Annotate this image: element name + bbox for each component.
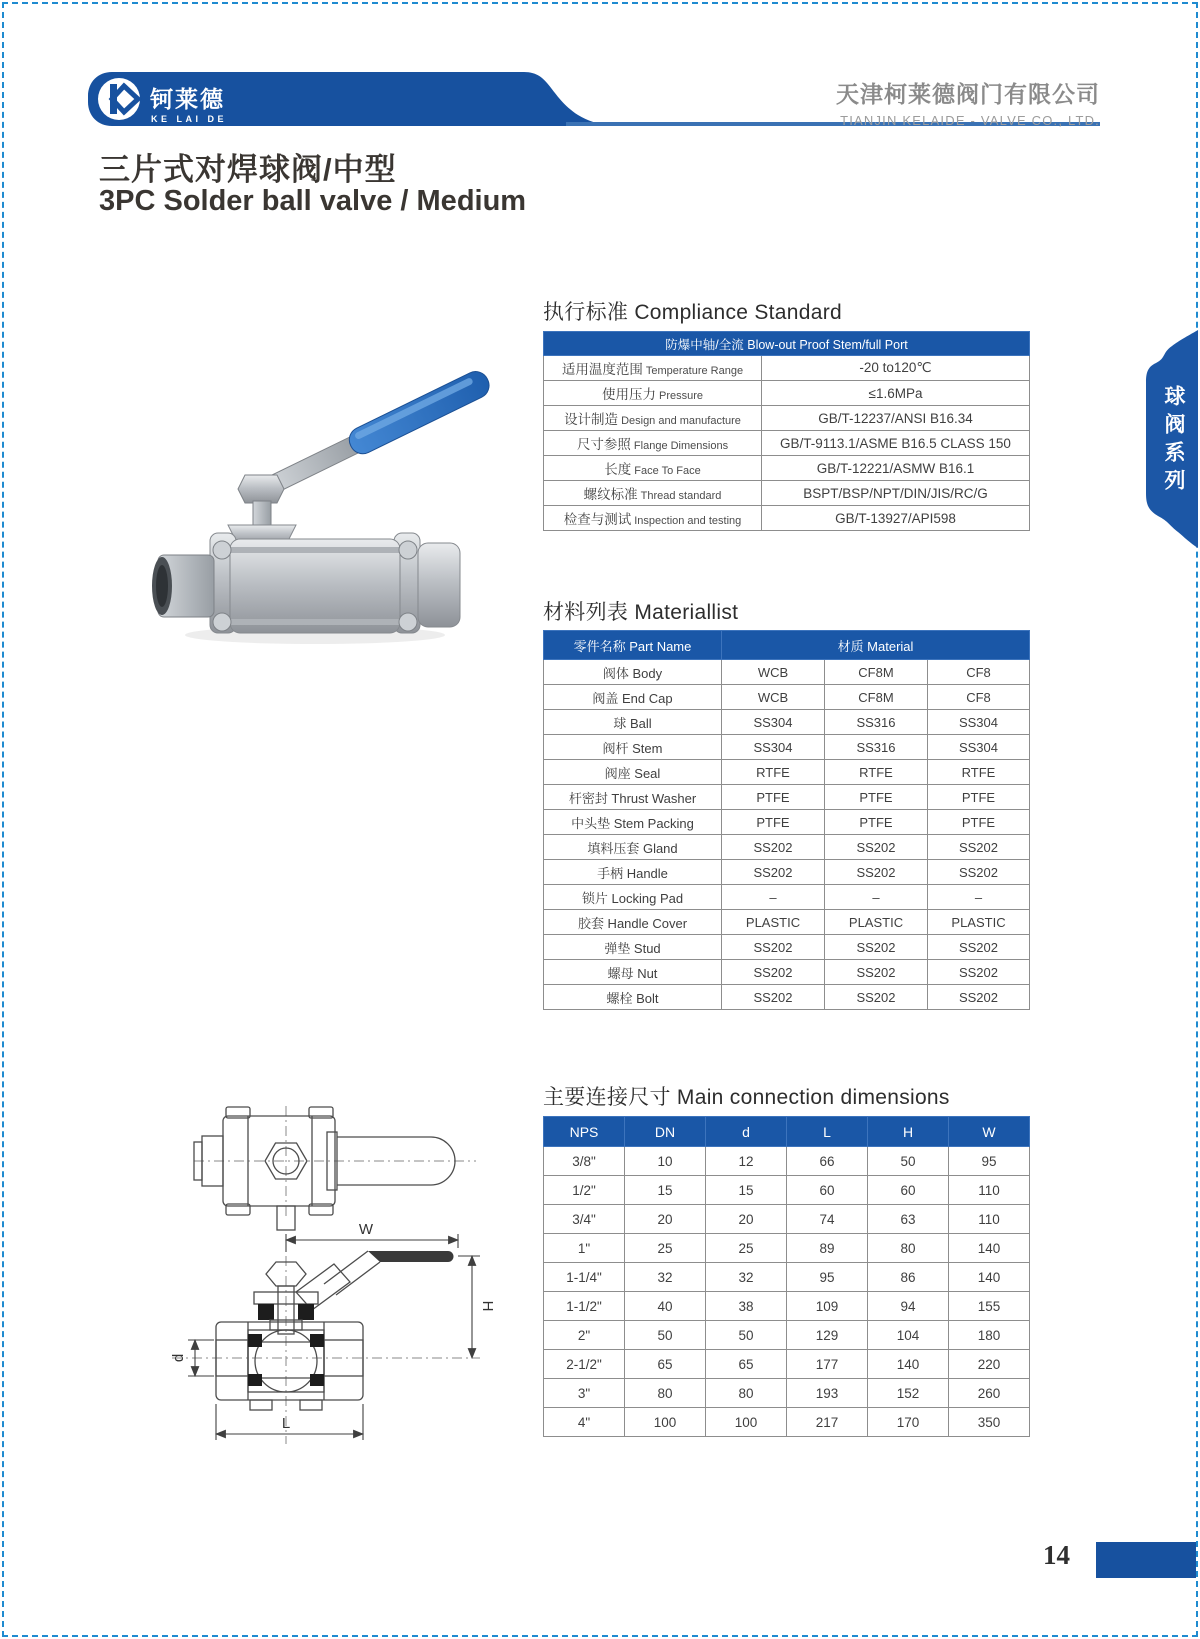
material-cell: SS202 [722, 860, 825, 885]
material-cell: CF8 [928, 685, 1030, 710]
dims-cell-h: 170 [868, 1408, 949, 1437]
material-cell: SS202 [825, 960, 928, 985]
material-cell: SS316 [825, 710, 928, 735]
table-row [544, 1408, 1030, 1437]
spec-label-cell: 螺纹标准 Thread standard [544, 481, 762, 506]
material-cell: CF8M [825, 660, 928, 685]
table-row [544, 506, 1030, 531]
dims-col-l: L [787, 1117, 868, 1147]
table-row [544, 1321, 1030, 1350]
dims-cell-nps: 3/8" [544, 1147, 625, 1176]
table-row [544, 910, 1030, 935]
material-cell: WCB [722, 685, 825, 710]
dims-cell-dn: 25 [625, 1234, 706, 1263]
table-row [544, 810, 1030, 835]
table-row [544, 1292, 1030, 1321]
material-cell: SS202 [928, 860, 1030, 885]
table-row [544, 1205, 1030, 1234]
technical-drawing [128, 1048, 528, 1448]
dims-cell-dn: 65 [625, 1350, 706, 1379]
spec-value-cell: GB/T-13927/API598 [762, 506, 1030, 531]
dims-cell-l: 66 [787, 1147, 868, 1176]
table-row [544, 960, 1030, 985]
materials-table [543, 630, 1030, 1010]
material-cell: SS202 [722, 835, 825, 860]
spec-value-cell: BSPT/BSP/NPT/DIN/JIS/RC/G [762, 481, 1030, 506]
bolt-nut [399, 541, 417, 559]
material-cell: SS202 [825, 835, 928, 860]
material-cell: SS202 [928, 835, 1030, 860]
part-name-cell: 锁片 Locking Pad [544, 885, 722, 910]
dims-cell-d: 12 [706, 1147, 787, 1176]
table-row [544, 760, 1030, 785]
dims-col-h: H [868, 1117, 949, 1147]
table-row [544, 1176, 1030, 1205]
dims-cell-h: 104 [868, 1321, 949, 1350]
dims-cell-h: 152 [868, 1379, 949, 1408]
dims-cell-d: 65 [706, 1350, 787, 1379]
spec-label-cell: 适用温度范围 Temperature Range [544, 356, 762, 381]
valve-handle [261, 367, 493, 499]
table-row [544, 381, 1030, 406]
dims-cell-l: 60 [787, 1176, 868, 1205]
dims-cell-h: 140 [868, 1350, 949, 1379]
bolt-nut [399, 613, 417, 631]
material-cell: RTFE [928, 760, 1030, 785]
part-name-cell: 阀体 Body [544, 660, 722, 685]
material-cell: SS202 [722, 985, 825, 1010]
compliance-heading: 执行标准 Compliance Standard [543, 301, 842, 324]
table-row [544, 356, 1030, 381]
product-title-cn: 三片式对焊球阀/中型 [99, 152, 397, 187]
material-cell: RTFE [825, 760, 928, 785]
material-cell: SS202 [722, 935, 825, 960]
material-cell: PTFE [825, 810, 928, 835]
dim-label-l: L [281, 1415, 291, 1432]
material-cell: CF8M [825, 685, 928, 710]
part-name-cell: 阀杆 Stem [544, 735, 722, 760]
part-name-cell: 阀盖 End Cap [544, 685, 722, 710]
material-cell: PLASTIC [825, 910, 928, 935]
dims-cell-d: 25 [706, 1234, 787, 1263]
material-cell: SS202 [825, 985, 928, 1010]
valve-stem [253, 501, 271, 525]
dims-cell-l: 109 [787, 1292, 868, 1321]
materials-heading: 材料列表 Materiallist [543, 601, 739, 624]
part-name-cell: 填料压套 Gland [544, 835, 722, 860]
dims-cell-w: 110 [949, 1205, 1030, 1234]
bolt-nut [213, 613, 231, 631]
bolt-rod-top [226, 547, 406, 553]
dims-cell-w: 155 [949, 1292, 1030, 1321]
dims-cell-l: 89 [787, 1234, 868, 1263]
dims-cell-dn: 100 [625, 1408, 706, 1437]
dims-cell-w: 260 [949, 1379, 1030, 1408]
dims-cell-h: 94 [868, 1292, 949, 1321]
part-name-cell: 手柄 Handle [544, 860, 722, 885]
part-name-cell: 胶套 Handle Cover [544, 910, 722, 935]
spec-label-cell: 设计制造 Design and manufacture [544, 406, 762, 431]
material-cell: PLASTIC [928, 910, 1030, 935]
material-cell: WCB [722, 660, 825, 685]
spec-label-cell: 使用压力 Pressure [544, 381, 762, 406]
dims-cell-nps: 3" [544, 1379, 625, 1408]
dims-cell-dn: 20 [625, 1205, 706, 1234]
product-title-en: 3PC Solder ball valve / Medium [99, 185, 527, 217]
table-row [544, 685, 1030, 710]
material-cell: SS304 [928, 735, 1030, 760]
table-row [544, 935, 1030, 960]
dims-cell-l: 217 [787, 1408, 868, 1437]
spec-value-cell: GB/T-12221/ASMW B16.1 [762, 456, 1030, 481]
dims-cell-d: 20 [706, 1205, 787, 1234]
spec-label-cell: 长度 Face To Face [544, 456, 762, 481]
dims-cell-h: 63 [868, 1205, 949, 1234]
dims-cell-d: 32 [706, 1263, 787, 1292]
company-name-block [600, 76, 1100, 128]
logo-text-cn: 钶莱德 [150, 86, 225, 112]
table-row [544, 1263, 1030, 1292]
dims-cell-nps: 1-1/4" [544, 1263, 625, 1292]
dims-cell-h: 50 [868, 1147, 949, 1176]
table-row [544, 456, 1030, 481]
material-cell: SS316 [825, 735, 928, 760]
dims-cell-dn: 40 [625, 1292, 706, 1321]
spec-value-cell: GB/T-9113.1/ASME B16.5 CLASS 150 [762, 431, 1030, 456]
page-number: 14 [1043, 1540, 1070, 1570]
drawing-top-view [194, 1106, 476, 1230]
table-row [544, 1379, 1030, 1408]
dims-cell-dn: 10 [625, 1147, 706, 1176]
material-cell: – [825, 885, 928, 910]
table-row [544, 1350, 1030, 1379]
company-name-cn: 天津柯莱德阀门有限公司 [836, 81, 1100, 107]
table-row [544, 985, 1030, 1010]
dimensions-table [543, 1116, 1030, 1437]
dim-label-d: d [170, 1353, 187, 1363]
end-cap [418, 543, 460, 627]
table-row [544, 885, 1030, 910]
material-cell: PTFE [825, 785, 928, 810]
dims-cell-nps: 3/4" [544, 1205, 625, 1234]
material-cell: SS304 [722, 735, 825, 760]
stem-nut [238, 475, 284, 503]
part-name-cell: 螺母 Nut [544, 960, 722, 985]
table-row [544, 1147, 1030, 1176]
material-cell: – [928, 885, 1030, 910]
dims-cell-w: 95 [949, 1147, 1030, 1176]
table-row [544, 660, 1030, 685]
material-cell: SS202 [928, 985, 1030, 1010]
dims-col-nps: NPS [544, 1117, 625, 1147]
dims-cell-w: 220 [949, 1350, 1030, 1379]
material-cell: PTFE [722, 785, 825, 810]
valve-body [230, 539, 400, 633]
table-row [544, 735, 1030, 760]
table-row [544, 481, 1030, 506]
table-row [544, 406, 1030, 431]
dims-cell-nps: 1" [544, 1234, 625, 1263]
dims-cell-w: 140 [949, 1263, 1030, 1292]
compliance-table [543, 331, 1030, 531]
dims-cell-l: 129 [787, 1321, 868, 1350]
dims-cell-d: 38 [706, 1292, 787, 1321]
part-name-cell: 阀座 Seal [544, 760, 722, 785]
logo-text-en: KE LAI DE [151, 114, 228, 124]
material-cell: CF8 [928, 660, 1030, 685]
dims-col-d: d [706, 1117, 787, 1147]
table-row [544, 835, 1030, 860]
company-name-en: TIANJIN KELAIDE - VALVE CO., LTD. [840, 113, 1100, 128]
dims-col-w: W [949, 1117, 1030, 1147]
materials-col-material: 材质 Material [722, 631, 1030, 660]
product-photo [110, 322, 510, 652]
dims-cell-w: 350 [949, 1408, 1030, 1437]
table-row [544, 1234, 1030, 1263]
material-cell: PTFE [928, 785, 1030, 810]
bolt-nut [213, 541, 231, 559]
drawing-section-view [170, 1221, 496, 1444]
part-name-cell: 杆密封 Thrust Washer [544, 785, 722, 810]
dims-cell-dn: 50 [625, 1321, 706, 1350]
table-row [544, 860, 1030, 885]
dims-cell-w: 140 [949, 1234, 1030, 1263]
spec-value-cell: GB/T-12237/ANSI B16.34 [762, 406, 1030, 431]
material-cell: SS304 [722, 710, 825, 735]
dims-cell-h: 86 [868, 1263, 949, 1292]
part-name-cell: 中头垫 Stem Packing [544, 810, 722, 835]
dims-cell-l: 177 [787, 1350, 868, 1379]
material-cell: PTFE [928, 810, 1030, 835]
dims-col-dn: DN [625, 1117, 706, 1147]
material-cell: SS202 [928, 960, 1030, 985]
dim-label-h: H [479, 1300, 496, 1312]
dims-cell-d: 15 [706, 1176, 787, 1205]
spec-label-cell: 检查与测试 Inspection and testing [544, 506, 762, 531]
dims-cell-w: 110 [949, 1176, 1030, 1205]
table-row [544, 710, 1030, 735]
dims-cell-nps: 1/2" [544, 1176, 625, 1205]
dim-label-w: W [358, 1221, 374, 1238]
dims-cell-dn: 15 [625, 1176, 706, 1205]
dims-cell-nps: 2-1/2" [544, 1350, 625, 1379]
dims-cell-nps: 2" [544, 1321, 625, 1350]
material-cell: – [722, 885, 825, 910]
dims-cell-w: 180 [949, 1321, 1030, 1350]
logo-disc [98, 78, 140, 120]
dims-cell-l: 74 [787, 1205, 868, 1234]
dims-cell-d: 80 [706, 1379, 787, 1408]
side-tab-label: 球阀系列 [1162, 385, 1185, 497]
material-cell: SS202 [825, 935, 928, 960]
part-name-cell: 弹垫 Stud [544, 935, 722, 960]
spec-value-cell: ≤1.6MPa [762, 381, 1030, 406]
dimensions-heading: 主要连接尺寸 Main connection dimensions [543, 1086, 950, 1109]
material-cell: RTFE [722, 760, 825, 785]
port-bore-inner [156, 565, 168, 607]
page-number-bar [1096, 1542, 1196, 1578]
material-cell: SS202 [722, 960, 825, 985]
material-cell: PLASTIC [722, 910, 825, 935]
spec-label-cell: 尺寸参照 Flange Dimensions [544, 431, 762, 456]
material-cell: SS202 [825, 860, 928, 885]
table-row [544, 785, 1030, 810]
material-cell: SS304 [928, 710, 1030, 735]
compliance-table-header: 防爆中轴/全流 Blow-out Proof Stem/full Port [544, 332, 1030, 356]
dims-cell-d: 100 [706, 1408, 787, 1437]
dims-cell-nps: 1-1/2" [544, 1292, 625, 1321]
materials-col-part: 零件名称 Part Name [544, 631, 722, 660]
spec-value-cell: -20 to120℃ [762, 356, 1030, 381]
dims-cell-h: 80 [868, 1234, 949, 1263]
part-name-cell: 螺栓 Bolt [544, 985, 722, 1010]
dims-cell-dn: 80 [625, 1379, 706, 1408]
table-row [544, 431, 1030, 456]
dims-cell-dn: 32 [625, 1263, 706, 1292]
dims-cell-nps: 4" [544, 1408, 625, 1437]
bolt-rod-bottom [226, 619, 406, 625]
dims-cell-l: 193 [787, 1379, 868, 1408]
material-cell: PTFE [722, 810, 825, 835]
dims-cell-l: 95 [787, 1263, 868, 1292]
dims-cell-h: 60 [868, 1176, 949, 1205]
part-name-cell: 球 Ball [544, 710, 722, 735]
dims-cell-d: 50 [706, 1321, 787, 1350]
material-cell: SS202 [928, 935, 1030, 960]
